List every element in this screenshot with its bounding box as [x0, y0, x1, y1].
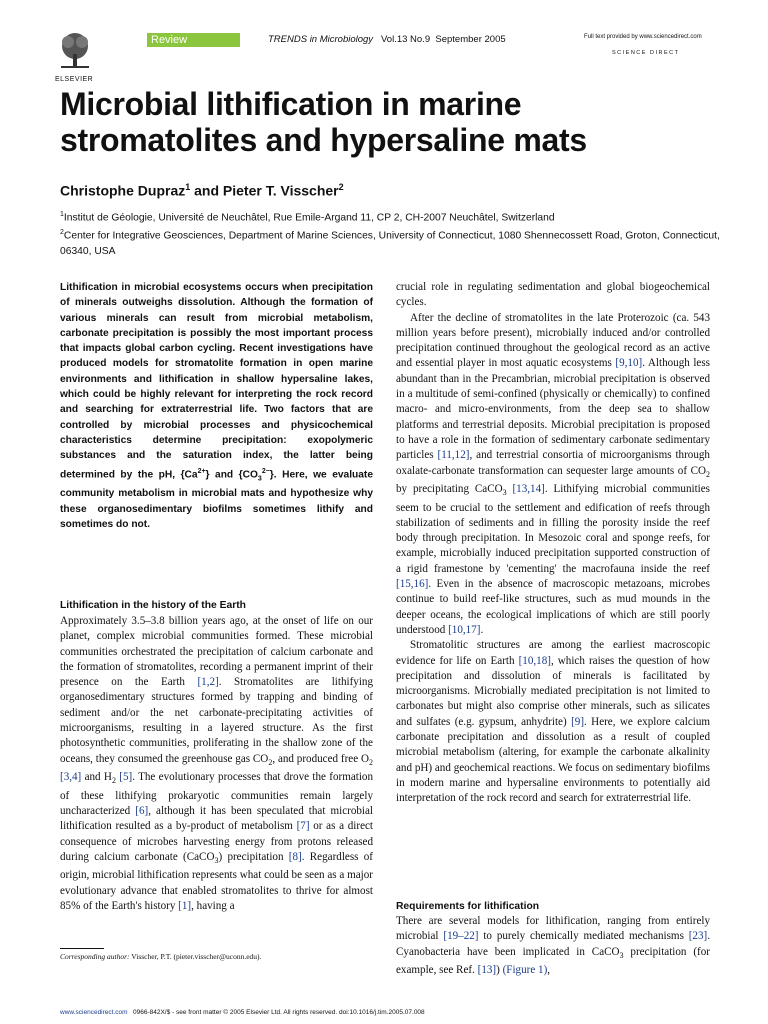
text: . Here, we explore calcium carbonate precipitation and dissolution as a result of coupled microbial metabolism (altering, for example the carbonate alkalinity and pH) and geochemical reactions. We focus on sedimentary biofilms in modern marine and hypersaline environments to potentially aid interpretation of the rock record and search for extraterrestrial life.: [396, 715, 710, 805]
affil-1-text: Institut de Géologie, Université de Neuchâtel, Rue Emile-Argand 11, CP 2, CH-2007 Neuchâtel, Switzerland: [63, 212, 555, 224]
citation-link[interactable]: [3,4]: [60, 771, 82, 784]
section-heading-requirements: Requirements for lithification: [396, 901, 540, 912]
text: crucial role in regulating sedimentation and global biogeochemical cycles.: [396, 281, 710, 309]
section-label: Review: [147, 33, 240, 47]
fulltext-notice: Full text provided by www.sciencedirect.com: [584, 34, 702, 40]
footnote-label: Corresponding author:: [60, 952, 130, 961]
affil-1-marker: 1: [60, 211, 64, 218]
text: . Lithifying microbial communities seem to be crucial to the settlement and edification of reefs through stabilization of sediments and in filling the porosity inside the reef body through precipitation. In Mesozoic coral and sponge reefs, for example, microbially induced precipitation supported construction of a rigid framestone by 'cementing' the macrofauna inside the reef: [396, 483, 710, 575]
text: or as a direct consequence of microbes harvesting energy from protons released during calcium carbonate (CaCO: [60, 820, 373, 863]
paragraph: [396, 280, 710, 311]
corresponding-author: [60, 952, 261, 962]
volume: Vol.13 No.9: [380, 34, 431, 45]
text: , which raises the question of how precipitation and dissolution of minerals is facilitated by microorganisms. Microbially mediated precipitation is not limited to carbonates but might also comprise other minerals, such as silicates and sulfates (e.g. gypsum, anhydrite): [396, 654, 710, 728]
text: . Even in the absence of macroscopic metazoans, microbes continue to build reef-like structures, such as mud mounds in the deeper oceans, the ecological implications of which are still poorly understood: [396, 578, 710, 636]
journal-name: TRENDS in Microbiology: [268, 34, 374, 45]
citation-link[interactable]: [8]: [288, 850, 302, 863]
text: and H: [81, 771, 112, 784]
footer-url[interactable]: www.sciencedirect.com: [60, 1009, 128, 1016]
citation-link[interactable]: [9,10]: [615, 357, 643, 370]
text: There are several models for lithification, ranging from entirely microbial: [396, 915, 710, 943]
text: to purely chemically mediated mechanisms: [478, 930, 689, 943]
co3-subscript: 3: [257, 474, 262, 482]
paragraph: [396, 311, 710, 639]
text: , and produced free O: [272, 752, 369, 765]
subscript: 3: [214, 856, 219, 866]
text: Approximately 3.5–3.8 billion years ago, at the onset of life on our planet, complex microbial communities formed. These microbial communities orchestrated the precipitation of calcium carbonate and the formation of stromatolites, recording a permanent imprint of their presence on the Earth: [60, 615, 373, 689]
affil-2-text: Center for Integrative Geosciences, Department of Marine Sciences, University of Connecticut, 1080 Shennecossett Road, Groton, Connecticut, 06340, USA: [60, 230, 720, 257]
subscript: 2: [369, 757, 373, 767]
text: Stromatolitic structures are among the earliest macroscopic evidence for life on Earth: [396, 639, 710, 667]
right-body-text: [396, 280, 710, 807]
citation-link[interactable]: [13]: [477, 964, 497, 977]
journal-info: [268, 34, 506, 46]
article-title: [60, 86, 700, 158]
author-conjunction: and: [190, 182, 223, 199]
text: After the decline of stromatolites in the late Proterozoic (ca. 543 million years before present), microbially induced and/or controlled precipitation continued throughout the geological record as an active and essential player in most aquatic ecosystems: [396, 311, 710, 370]
ca-charge: 2+: [197, 467, 206, 475]
citation-link[interactable]: [23]: [688, 930, 708, 943]
abstract-text-3: }. Here, we evaluate community metabolism in microbial mats and hypothesize why these organosedimentary biofilms sometimes lithify and sometimes do not.: [60, 468, 373, 530]
co3-charge: 2−: [261, 467, 270, 475]
citation-link[interactable]: [6]: [135, 805, 149, 817]
footnote-rule: [60, 948, 104, 949]
affiliation-1: [60, 207, 720, 225]
paragraph: [396, 638, 710, 806]
issue-date: September 2005: [435, 34, 506, 45]
text: precipitation (for example, see Ref.: [396, 945, 710, 977]
citation-link[interactable]: [1,2]: [197, 676, 219, 689]
elsevier-logo: [55, 30, 95, 83]
citation-link[interactable]: [7]: [296, 820, 310, 833]
citation-link[interactable]: [11,12]: [437, 449, 470, 462]
subscript: 2: [111, 776, 116, 786]
abstract-text-2: } and {CO: [205, 468, 258, 480]
citation-link[interactable]: [13,14]: [512, 483, 545, 496]
text: . Although less abundant than in the Precambrian, microbial precipitation is observed in a multitude of semi-confined (physically or chemically) to confined macro- and micro-environments, from the deep sea to shallow platforms and terrestrial deposits. Microbial precipitation is proposed to have a role in the formation of sedimentary carbonate sedimentary particles: [396, 357, 710, 462]
subscript: 3: [502, 488, 507, 498]
text: . Stromatolites are lithifying organosedimentary structures formed by trapping and binding of sediment and/or the net carbonate-precipitating activities of microorganisms, resulting in a layered structure. As the first photosynthetic communities, proliferating in the shallow zone of the oceans, they consumed the greenhouse gas CO: [60, 676, 373, 765]
author-1: Christophe Dupraz: [60, 182, 186, 199]
text: . Regardless of origin, microbial lithification represents what could be seen as a major evolutionary advance that enabled stromatolites to thrive for almost 85% of the Earth's history: [60, 850, 373, 912]
citation-link[interactable]: [9]: [571, 715, 585, 728]
title-line-2: stromatolites and hypersaline mats: [60, 122, 587, 158]
text: ): [496, 964, 503, 977]
text: ) precipitation: [218, 850, 289, 863]
author-1-affil-marker: 1: [185, 182, 191, 192]
abstract-text-1: Lithification in microbial ecosystems occurs when precipitation of minerals outweighs dissolution. Although the formation of various minerals can result from microbial metabolism, carbonate precipitation is possibly the most important process that impacts global carbon cycling. Recent investigations have produced models for stromatolite formation in open marine environments and lithification in shallow hypersaline lakes, which could be highly relevant for interpreting the rock record and searching for extraterrestrial life. Two factors that are controlled by microbial processes and physicochemical characteristics determine precipitation: exopolymeric substances and the saturation index, the latter being determined by the pH, {Ca: [60, 282, 373, 480]
subscript: 3: [619, 950, 624, 960]
text: .: [480, 623, 484, 636]
author-list: [60, 178, 344, 200]
citation-link[interactable]: [5]: [119, 771, 133, 784]
affil-2-marker: 2: [60, 229, 64, 237]
author-2: Pieter T. Visscher: [222, 182, 339, 199]
footnote-text: Visscher, P.T. (pieter.visscher@uconn.edu).: [129, 952, 262, 961]
citation-link[interactable]: [10,18]: [518, 654, 551, 667]
sciencedirect-wordmark: SCIENCE DIRECT: [612, 50, 680, 56]
right-body-text-2: [396, 914, 710, 978]
text: , although it has been speculated that microbial lithification resulted as a by-product of metabolism: [60, 805, 373, 833]
subscript: 2: [706, 469, 710, 479]
title-line-1: Microbial lithification in marine: [60, 86, 522, 122]
text: by precipitating CaCO: [396, 483, 503, 496]
text: . The evolutionary processes that drove the formation of these lithifying prokaryotic communities remain largely uncharacterized: [60, 771, 374, 817]
elsevier-wordmark: ELSEVIER: [55, 76, 94, 83]
text: , having a: [191, 900, 235, 912]
text: ,: [547, 964, 551, 977]
text: . Cyanobacteria have been implicated in CaCO: [396, 930, 710, 958]
footer-text: 0966-842X/$ - see front matter © 2005 Elsevier Ltd. All rights reserved. doi:10.1016/j.tim.2005.07.008: [127, 1009, 425, 1016]
sciencedirect-logo: [612, 44, 679, 62]
citation-link[interactable]: [19–22]: [443, 930, 479, 943]
citation-link[interactable]: [1]: [178, 900, 192, 912]
citation-link[interactable]: [15,16]: [396, 578, 429, 591]
citation-link[interactable]: [10,17]: [448, 623, 481, 636]
left-body-text: [60, 614, 373, 914]
elsevier-tree-icon: [55, 30, 95, 70]
subscript: 2: [268, 757, 273, 767]
affiliation-2: [60, 225, 720, 258]
page-footer: [60, 1008, 425, 1017]
author-2-affil-marker: 2: [338, 182, 344, 192]
text: , and terrestrial consortia of microorganisms through oxalate-carbonate transformation can sequester large amounts of CO: [396, 449, 710, 477]
affiliations: [60, 207, 720, 259]
section-heading-history: Lithification in the history of the Earth: [60, 600, 246, 611]
figure-link[interactable]: (Figure 1): [502, 964, 548, 977]
abstract: [60, 280, 373, 532]
